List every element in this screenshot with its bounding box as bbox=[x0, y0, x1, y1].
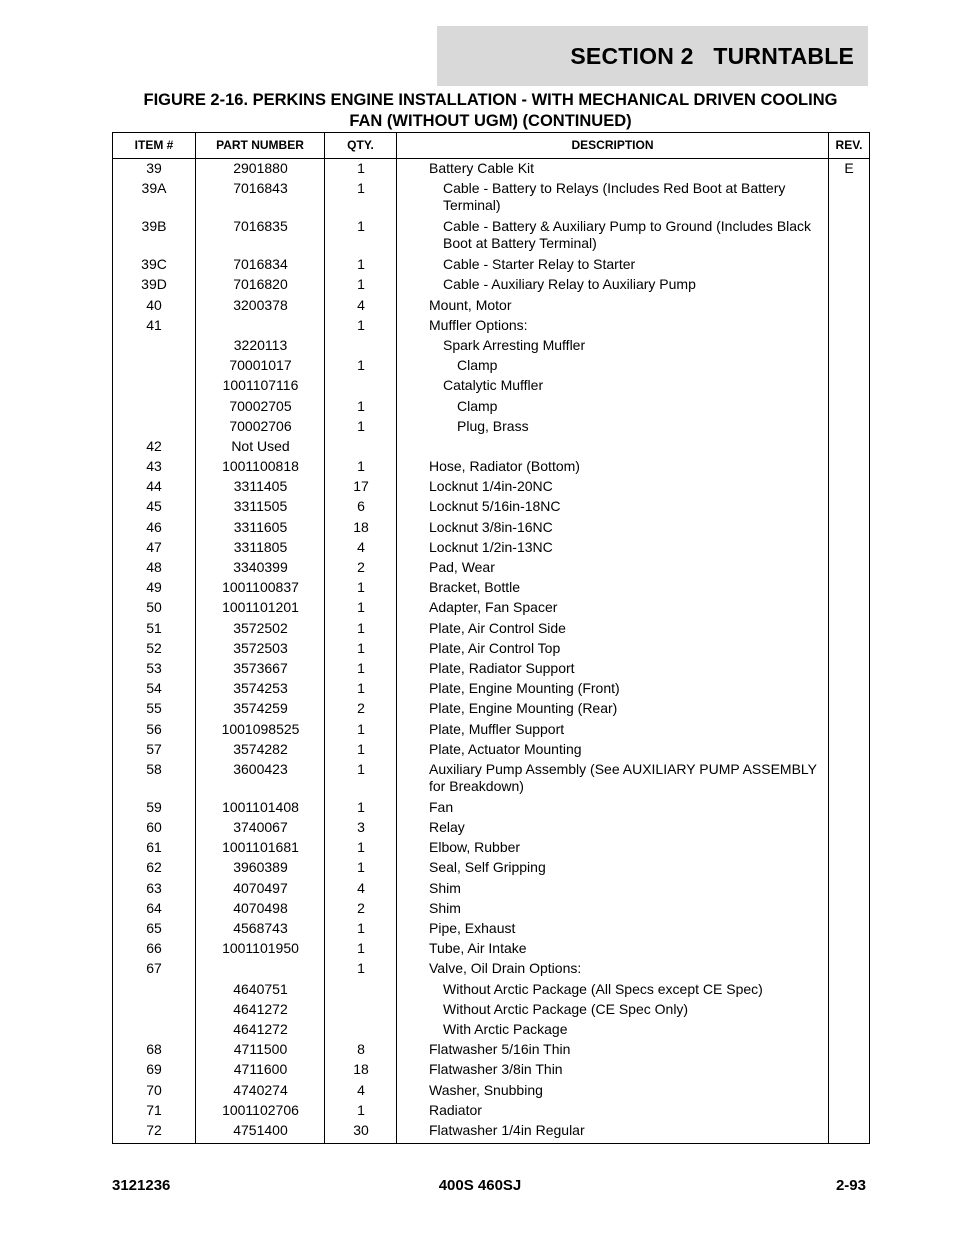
part-number-cell: 7016820 bbox=[233, 276, 288, 293]
table-row bbox=[113, 761, 869, 799]
table-row bbox=[113, 297, 869, 317]
qty-cell: 3 bbox=[357, 819, 365, 836]
qty-cell: 4 bbox=[357, 538, 365, 555]
table-row bbox=[113, 357, 869, 377]
description-cell: Pipe, Exhaust bbox=[429, 920, 516, 936]
description-cell: Auxiliary Pump Assembly (See AUXILIARY PUMP ASSEMBLY for Breakdown) bbox=[429, 760, 817, 794]
table-row bbox=[113, 981, 869, 1001]
part-number-cell: 3600423 bbox=[233, 760, 288, 777]
table-row bbox=[113, 317, 869, 337]
item-cell: 69 bbox=[146, 1061, 162, 1078]
item-cell: 45 bbox=[146, 498, 162, 515]
footer-page-number: 2-93 bbox=[835, 1177, 866, 1194]
description-cell: Plate, Air Control Top bbox=[429, 639, 561, 656]
description-cell: Tube, Air Intake bbox=[429, 940, 527, 957]
qty-cell: 1 bbox=[357, 417, 365, 434]
table-row bbox=[113, 920, 869, 940]
table-row bbox=[113, 579, 869, 599]
qty-cell: 1 bbox=[357, 180, 365, 197]
description-cell: Adapter, Fan Spacer bbox=[429, 599, 558, 616]
description-cell: Locknut 3/8in-16NC bbox=[429, 518, 553, 535]
description-cell: Hose, Radiator (Bottom) bbox=[429, 458, 580, 475]
qty-cell: 1 bbox=[357, 357, 365, 374]
qty-cell: 1 bbox=[357, 960, 365, 977]
item-cell: 40 bbox=[146, 296, 162, 313]
table-row bbox=[113, 398, 869, 418]
part-number-cell: 1001101950 bbox=[222, 940, 299, 957]
description-cell: Radiator bbox=[429, 1101, 482, 1118]
item-cell: 58 bbox=[146, 760, 162, 777]
table-header bbox=[113, 133, 869, 159]
qty-cell: 1 bbox=[357, 579, 365, 596]
table-row bbox=[113, 960, 869, 980]
item-cell: 50 bbox=[146, 599, 162, 616]
table-row bbox=[113, 680, 869, 700]
header-description: DESCRIPTION bbox=[571, 138, 654, 152]
description-cell: Muffler Options: bbox=[429, 316, 528, 333]
table-row bbox=[113, 418, 869, 438]
part-number-cell: 3572503 bbox=[233, 639, 288, 656]
table-row bbox=[113, 160, 869, 180]
description-cell: Plate, Radiator Support bbox=[429, 659, 575, 676]
description-cell: Plug, Brass bbox=[457, 417, 529, 434]
footer-doc-number: 3121236 bbox=[112, 1177, 171, 1194]
table-row bbox=[113, 377, 869, 397]
description-cell: Valve, Oil Drain Options: bbox=[429, 960, 582, 977]
part-number-cell: 1001101408 bbox=[222, 798, 299, 815]
table-row bbox=[113, 880, 869, 900]
description-cell: Fan bbox=[429, 798, 454, 815]
table-row bbox=[113, 539, 869, 559]
section-title: SECTION 2 TURNTABLE bbox=[570, 42, 854, 69]
description-cell: Battery Cable Kit bbox=[429, 160, 535, 176]
item-cell: 42 bbox=[146, 437, 162, 454]
qty-cell: 18 bbox=[353, 1061, 369, 1078]
part-number-cell: 1001101201 bbox=[222, 599, 299, 616]
item-cell: 54 bbox=[146, 680, 162, 697]
item-cell: 39C bbox=[141, 256, 167, 273]
table-row bbox=[113, 859, 869, 879]
qty-cell: 8 bbox=[357, 1041, 365, 1058]
table-row bbox=[113, 1082, 869, 1102]
part-number-cell: 1001102706 bbox=[222, 1101, 299, 1118]
table-row bbox=[113, 519, 869, 539]
part-number-cell: 4740274 bbox=[233, 1081, 288, 1098]
table-row bbox=[113, 218, 869, 256]
table-row bbox=[113, 1061, 869, 1081]
item-cell: 51 bbox=[146, 619, 162, 636]
item-cell: 66 bbox=[146, 940, 162, 957]
part-number-cell: 7016834 bbox=[233, 256, 288, 273]
description-cell: Mount, Motor bbox=[429, 296, 512, 313]
item-cell: 64 bbox=[146, 899, 162, 916]
description-cell: Flatwasher 3/8in Thin bbox=[429, 1061, 563, 1078]
table-row bbox=[113, 741, 869, 761]
part-number-cell: 3574253 bbox=[233, 680, 288, 697]
item-cell: 39 bbox=[146, 160, 162, 176]
table-row bbox=[113, 458, 869, 478]
qty-cell: 1 bbox=[357, 720, 365, 737]
item-cell: 49 bbox=[146, 579, 162, 596]
part-number-cell: 3200378 bbox=[233, 296, 288, 313]
header-rev: REV. bbox=[835, 138, 863, 152]
description-cell: Seal, Self Gripping bbox=[429, 859, 546, 876]
item-cell: 52 bbox=[146, 639, 162, 656]
description-cell: Plate, Actuator Mounting bbox=[429, 740, 582, 757]
item-cell: 70 bbox=[146, 1081, 162, 1098]
figure-title bbox=[112, 90, 869, 132]
table-row bbox=[113, 660, 869, 680]
table-row bbox=[113, 599, 869, 619]
item-cell: 68 bbox=[146, 1041, 162, 1058]
item-cell: 48 bbox=[146, 559, 162, 575]
qty-cell: 4 bbox=[357, 1081, 365, 1098]
description-cell: Flatwasher 1/4in Regular bbox=[429, 1121, 585, 1138]
part-number-cell: 3960389 bbox=[233, 859, 288, 876]
description-cell: Shim bbox=[429, 899, 461, 916]
qty-cell: 1 bbox=[357, 397, 365, 414]
qty-cell: 18 bbox=[353, 518, 369, 535]
description-cell: Bracket, Bottle bbox=[429, 579, 521, 596]
description-cell: Shim bbox=[429, 879, 461, 896]
qty-cell: 30 bbox=[353, 1121, 369, 1138]
part-number-cell: 4711600 bbox=[233, 1061, 288, 1078]
table-row bbox=[113, 1102, 869, 1122]
figure-title-line1: FIGURE 2-16. PERKINS ENGINE INSTALLATION - WITH MECHANICAL DRIVEN COOLING bbox=[143, 91, 838, 109]
qty-cell: 1 bbox=[357, 256, 365, 273]
item-cell: 71 bbox=[146, 1101, 162, 1118]
qty-cell: 1 bbox=[357, 760, 365, 777]
table-row bbox=[113, 1041, 869, 1061]
part-number-cell: 70002705 bbox=[229, 397, 292, 414]
description-cell: Washer, Snubbing bbox=[429, 1081, 543, 1098]
item-cell: 72 bbox=[146, 1121, 162, 1138]
table-row bbox=[113, 180, 869, 218]
qty-cell: 1 bbox=[357, 659, 365, 676]
item-cell: 53 bbox=[146, 659, 162, 676]
item-cell: 59 bbox=[146, 798, 162, 815]
table-row bbox=[113, 799, 869, 819]
qty-cell: 17 bbox=[353, 478, 369, 495]
description-cell: Relay bbox=[429, 819, 465, 836]
part-number-cell: 4711500 bbox=[233, 1041, 288, 1058]
description-cell: Locknut 5/16in-18NC bbox=[429, 498, 561, 515]
table-row bbox=[113, 337, 869, 357]
description-cell: Clamp bbox=[457, 357, 498, 374]
part-number-cell: 4568743 bbox=[233, 920, 288, 936]
table-row bbox=[113, 478, 869, 498]
item-cell: 47 bbox=[146, 538, 162, 555]
table-row bbox=[113, 640, 869, 660]
qty-cell: 1 bbox=[357, 1101, 365, 1118]
description-cell: Locknut 1/4in-20NC bbox=[429, 478, 553, 495]
qty-cell: 4 bbox=[357, 879, 365, 896]
description-cell: Locknut 1/2in-13NC bbox=[429, 538, 553, 555]
part-number-cell: 1001098525 bbox=[221, 720, 300, 737]
qty-cell: 2 bbox=[357, 559, 365, 575]
footer-model: 400S 460SJ bbox=[438, 1177, 522, 1194]
description-cell: Pad, Wear bbox=[429, 559, 495, 575]
part-number-cell: 1001100818 bbox=[222, 458, 299, 475]
part-number-cell: 3574259 bbox=[233, 700, 288, 717]
part-number-cell: 4641272 bbox=[233, 1000, 288, 1017]
table-row bbox=[113, 900, 869, 920]
part-number-cell: 2901880 bbox=[233, 160, 288, 176]
table-row bbox=[113, 559, 869, 579]
qty-cell: 2 bbox=[357, 700, 365, 717]
description-cell: Flatwasher 5/16in Thin bbox=[429, 1041, 571, 1058]
description-cell: Spark Arresting Muffler bbox=[443, 336, 586, 353]
figure-title-line2: FAN (WITHOUT UGM) (CONTINUED) bbox=[349, 112, 632, 130]
table-row bbox=[113, 1021, 869, 1041]
item-cell: 44 bbox=[146, 478, 162, 495]
part-number-cell: 70002706 bbox=[229, 417, 292, 434]
part-number-cell: 3311405 bbox=[233, 478, 288, 495]
part-number-cell: Not Used bbox=[231, 437, 290, 454]
part-number-cell: 70001017 bbox=[229, 357, 292, 374]
qty-cell: 1 bbox=[357, 458, 365, 475]
description-cell: Plate, Engine Mounting (Rear) bbox=[429, 700, 618, 717]
item-cell: 62 bbox=[146, 859, 162, 876]
item-cell: 43 bbox=[146, 458, 162, 475]
item-cell: 67 bbox=[146, 960, 162, 977]
qty-cell: 1 bbox=[357, 316, 365, 333]
description-cell: Cable - Battery & Auxiliary Pump to Ground (Includes Black Boot at Battery Terminal) bbox=[443, 218, 812, 252]
description-cell: Elbow, Rubber bbox=[429, 839, 521, 856]
qty-cell: 2 bbox=[357, 899, 365, 916]
qty-cell: 6 bbox=[357, 498, 365, 515]
description-cell: Plate, Engine Mounting (Front) bbox=[429, 680, 620, 697]
item-cell: 46 bbox=[146, 518, 162, 535]
qty-cell: 1 bbox=[357, 619, 365, 636]
part-number-cell: 3573667 bbox=[233, 659, 288, 676]
part-number-cell: 3220113 bbox=[233, 336, 288, 353]
table-row bbox=[113, 256, 869, 276]
item-cell: 39B bbox=[141, 218, 167, 235]
part-number-cell: 7016835 bbox=[233, 218, 288, 235]
table-row bbox=[113, 620, 869, 640]
description-cell: Plate, Air Control Side bbox=[429, 619, 566, 636]
item-cell: 61 bbox=[146, 839, 162, 856]
qty-cell: 1 bbox=[357, 639, 365, 656]
part-number-cell: 3311605 bbox=[233, 518, 288, 535]
part-number-cell: 3574282 bbox=[233, 740, 288, 757]
item-cell: 65 bbox=[146, 920, 162, 936]
table-row bbox=[113, 438, 869, 458]
table-row bbox=[113, 721, 869, 741]
table-body bbox=[113, 160, 869, 1142]
qty-cell: 1 bbox=[357, 740, 365, 757]
description-cell: Clamp bbox=[457, 397, 498, 414]
part-number-cell: 4640751 bbox=[233, 980, 288, 997]
description-cell: Cable - Starter Relay to Starter bbox=[443, 256, 636, 273]
section-header bbox=[437, 26, 868, 86]
rev-cell: E bbox=[844, 160, 854, 176]
qty-cell: 1 bbox=[357, 599, 365, 616]
qty-cell: 1 bbox=[357, 680, 365, 697]
part-number-cell: 4070498 bbox=[233, 899, 288, 916]
qty-cell: 1 bbox=[357, 839, 365, 856]
table-row bbox=[113, 498, 869, 518]
item-cell: 63 bbox=[146, 879, 162, 896]
part-number-cell: 4751400 bbox=[233, 1121, 288, 1138]
part-number-cell: 1001101681 bbox=[222, 839, 299, 856]
part-number-cell: 3311805 bbox=[233, 538, 288, 555]
part-number-cell: 3572502 bbox=[233, 619, 288, 636]
description-cell: Cable - Auxiliary Relay to Auxiliary Pump bbox=[443, 276, 696, 293]
qty-cell: 1 bbox=[357, 920, 365, 936]
table-row bbox=[113, 700, 869, 720]
table-row bbox=[113, 1122, 869, 1142]
qty-cell: 1 bbox=[357, 276, 365, 293]
table-row bbox=[113, 839, 869, 859]
part-number-cell: 1001107116 bbox=[222, 377, 299, 394]
table-row bbox=[113, 940, 869, 960]
table-row bbox=[113, 276, 869, 296]
qty-cell: 1 bbox=[357, 859, 365, 876]
item-cell: 57 bbox=[146, 740, 162, 757]
part-number-cell: 3340399 bbox=[233, 559, 288, 575]
part-number-cell: 3740067 bbox=[233, 819, 288, 836]
qty-cell: 4 bbox=[357, 296, 365, 313]
qty-cell: 1 bbox=[357, 798, 365, 815]
header-qty: QTY. bbox=[347, 138, 374, 152]
item-cell: 60 bbox=[146, 819, 162, 836]
description-cell: Without Arctic Package (All Specs except CE Spec) bbox=[443, 980, 763, 997]
description-cell: Catalytic Muffler bbox=[443, 377, 544, 394]
header-part-number: PART NUMBER bbox=[216, 138, 304, 152]
item-cell: 39A bbox=[141, 180, 167, 197]
part-number-cell: 3311505 bbox=[233, 498, 288, 515]
header-item: ITEM # bbox=[134, 138, 174, 152]
qty-cell: 1 bbox=[357, 160, 365, 176]
item-cell: 41 bbox=[146, 316, 162, 333]
qty-cell: 1 bbox=[357, 218, 365, 235]
description-cell: With Arctic Package bbox=[443, 1020, 568, 1037]
item-cell: 56 bbox=[146, 720, 162, 737]
item-cell: 39D bbox=[141, 276, 167, 293]
description-cell: Plate, Muffler Support bbox=[429, 720, 565, 737]
description-cell: Without Arctic Package (CE Spec Only) bbox=[443, 1000, 689, 1017]
part-number-cell: 4641272 bbox=[233, 1020, 288, 1037]
table-row bbox=[113, 1001, 869, 1021]
parts-table bbox=[112, 132, 870, 1144]
qty-cell: 1 bbox=[357, 940, 365, 957]
part-number-cell: 1001100837 bbox=[222, 579, 299, 596]
description-cell: Cable - Battery to Relays (Includes Red Boot at Battery Terminal) bbox=[443, 180, 786, 214]
item-cell: 55 bbox=[146, 700, 162, 717]
table-row bbox=[113, 819, 869, 839]
part-number-cell: 4070497 bbox=[233, 879, 288, 896]
part-number-cell: 7016843 bbox=[233, 180, 288, 197]
